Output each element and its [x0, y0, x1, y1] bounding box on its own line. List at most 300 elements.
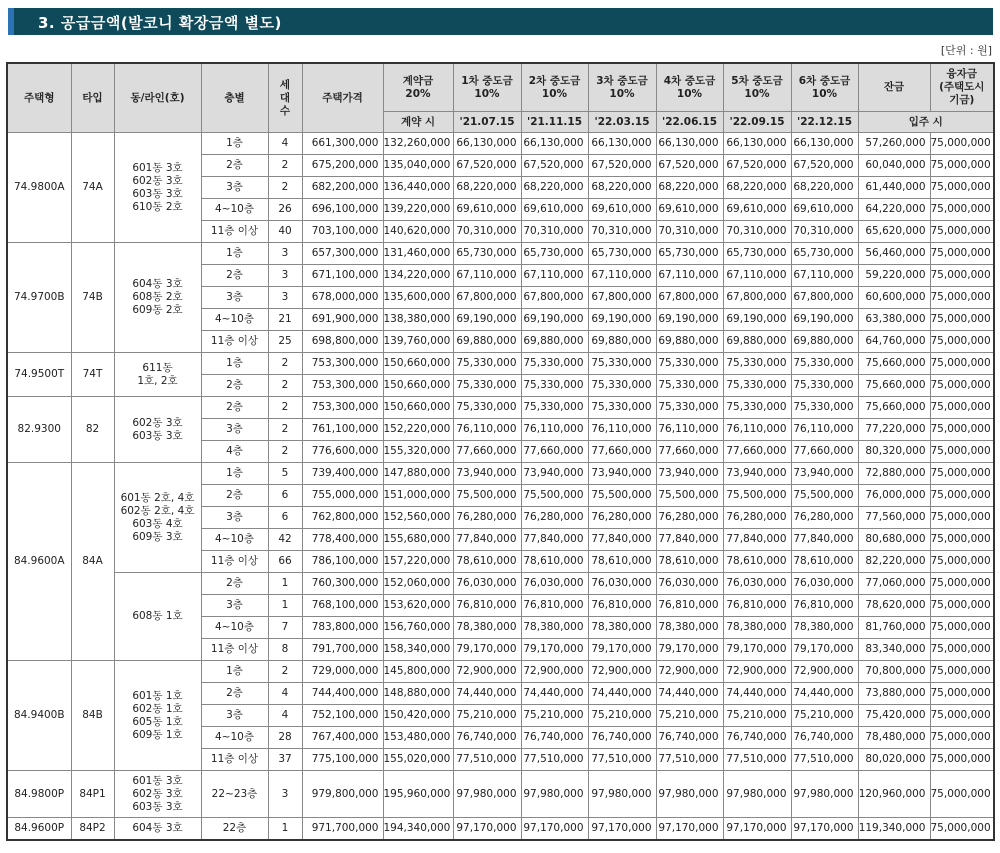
mid-payment-2-cell: 74,440,000: [521, 683, 588, 705]
contract-cell: 152,060,000: [383, 573, 453, 595]
contract-cell: 151,000,000: [383, 485, 453, 507]
mid-payment-4-cell: 67,800,000: [656, 287, 723, 309]
units-cell: 21: [268, 309, 302, 331]
balance-cell: 75,660,000: [858, 375, 930, 397]
floor-cell: 22~23층: [201, 771, 268, 818]
units-cell: 7: [268, 617, 302, 639]
loan-cell: 75,000,000: [930, 485, 994, 507]
header-mid2: 2차 중도금 10%: [521, 63, 588, 112]
floor-cell: 1층: [201, 353, 268, 375]
units-cell: 5: [268, 463, 302, 485]
unit-label: [단위 : 원]: [940, 44, 992, 57]
mid-payment-4-cell: 75,330,000: [656, 397, 723, 419]
mid-payment-4-cell: 75,210,000: [656, 705, 723, 727]
contract-cell: 153,620,000: [383, 595, 453, 617]
mid-payment-2-cell: 77,510,000: [521, 749, 588, 771]
mid-payment-4-cell: 97,980,000: [656, 771, 723, 818]
table-row: [7, 661, 994, 683]
floor-cell: 4~10층: [201, 309, 268, 331]
units-cell: 28: [268, 727, 302, 749]
balance-cell: 64,220,000: [858, 199, 930, 221]
floor-cell: 2층: [201, 375, 268, 397]
dong-line-cell: 608동 1호: [114, 573, 201, 661]
mid-payment-3-cell: 77,510,000: [588, 749, 656, 771]
mid-payment-1-cell: 78,380,000: [453, 617, 521, 639]
mid-payment-5-cell: 75,330,000: [723, 397, 791, 419]
dong-line-cell: 604동 3호: [114, 818, 201, 841]
housing-type-cell: 74.9800A: [7, 133, 71, 243]
table-row: [7, 133, 994, 155]
mid-payment-6-cell: 70,310,000: [791, 221, 858, 243]
loan-cell: 75,000,000: [930, 243, 994, 265]
floor-cell: 1층: [201, 133, 268, 155]
mid-payment-6-cell: 65,730,000: [791, 243, 858, 265]
balance-cell: 56,460,000: [858, 243, 930, 265]
balance-cell: 119,340,000: [858, 818, 930, 841]
balance-cell: 75,660,000: [858, 353, 930, 375]
units-cell: 2: [268, 661, 302, 683]
mid-payment-1-cell: 73,940,000: [453, 463, 521, 485]
balance-cell: 65,620,000: [858, 221, 930, 243]
balance-cell: 78,620,000: [858, 595, 930, 617]
floor-cell: 2층: [201, 573, 268, 595]
mid-payment-4-cell: 75,500,000: [656, 485, 723, 507]
mid-payment-5-cell: 69,610,000: [723, 199, 791, 221]
loan-cell: 75,000,000: [930, 573, 994, 595]
contract-cell: 156,760,000: [383, 617, 453, 639]
balance-cell: 64,760,000: [858, 331, 930, 353]
units-cell: 2: [268, 155, 302, 177]
mid-payment-2-cell: 69,610,000: [521, 199, 588, 221]
balance-cell: 80,680,000: [858, 529, 930, 551]
unit-type-cell: 74B: [71, 243, 114, 353]
contract-cell: 131,460,000: [383, 243, 453, 265]
housing-type-cell: 74.9500T: [7, 353, 71, 397]
loan-cell: 75,000,000: [930, 309, 994, 331]
date-contract: 계약 시: [383, 112, 453, 133]
mid-payment-2-cell: 68,220,000: [521, 177, 588, 199]
mid-payment-3-cell: 78,610,000: [588, 551, 656, 573]
header-loan: 융자금 (주택도시 기금): [930, 63, 994, 112]
floor-cell: 11층 이상: [201, 221, 268, 243]
contract-cell: 132,260,000: [383, 133, 453, 155]
dong-line-cell: 601동 2호, 4호 602동 2호, 4호 603동 4호 609동 3호: [114, 463, 201, 573]
price-cell: 775,100,000: [302, 749, 383, 771]
mid-payment-1-cell: 77,840,000: [453, 529, 521, 551]
mid-payment-1-cell: 75,330,000: [453, 397, 521, 419]
units-cell: 3: [268, 287, 302, 309]
mid-payment-4-cell: 78,380,000: [656, 617, 723, 639]
price-cell: 703,100,000: [302, 221, 383, 243]
mid-payment-6-cell: 76,030,000: [791, 573, 858, 595]
dong-line-cell: 611동 1호, 2호: [114, 353, 201, 397]
units-cell: 1: [268, 573, 302, 595]
mid-payment-1-cell: 67,800,000: [453, 287, 521, 309]
balance-cell: 61,440,000: [858, 177, 930, 199]
unit-type-cell: 84P2: [71, 818, 114, 841]
loan-cell: 75,000,000: [930, 617, 994, 639]
mid-payment-2-cell: 79,170,000: [521, 639, 588, 661]
header-contract: 계약금 20%: [383, 63, 453, 112]
date-mid5: '22.09.15: [723, 112, 791, 133]
mid-payment-3-cell: 97,170,000: [588, 818, 656, 841]
floor-cell: 4~10층: [201, 617, 268, 639]
price-cell: 760,300,000: [302, 573, 383, 595]
supply-price-table: [6, 62, 995, 841]
balance-cell: 82,220,000: [858, 551, 930, 573]
mid-payment-1-cell: 74,440,000: [453, 683, 521, 705]
mid-payment-2-cell: 72,900,000: [521, 661, 588, 683]
floor-cell: 11층 이상: [201, 551, 268, 573]
mid-payment-4-cell: 77,510,000: [656, 749, 723, 771]
mid-payment-5-cell: 72,900,000: [723, 661, 791, 683]
loan-cell: 75,000,000: [930, 661, 994, 683]
contract-cell: 147,880,000: [383, 463, 453, 485]
mid-payment-2-cell: 97,170,000: [521, 818, 588, 841]
mid-payment-1-cell: 77,660,000: [453, 441, 521, 463]
mid-payment-1-cell: 76,280,000: [453, 507, 521, 529]
mid-payment-4-cell: 76,280,000: [656, 507, 723, 529]
mid-payment-6-cell: 78,380,000: [791, 617, 858, 639]
contract-cell: 152,560,000: [383, 507, 453, 529]
mid-payment-4-cell: 67,110,000: [656, 265, 723, 287]
floor-cell: 3층: [201, 595, 268, 617]
price-cell: 753,300,000: [302, 353, 383, 375]
mid-payment-6-cell: 75,210,000: [791, 705, 858, 727]
mid-payment-1-cell: 97,170,000: [453, 818, 521, 841]
balance-cell: 75,420,000: [858, 705, 930, 727]
unit-type-cell: 82: [71, 397, 114, 463]
loan-cell: 75,000,000: [930, 441, 994, 463]
mid-payment-3-cell: 67,800,000: [588, 287, 656, 309]
units-cell: 66: [268, 551, 302, 573]
balance-cell: 80,020,000: [858, 749, 930, 771]
contract-cell: 150,660,000: [383, 375, 453, 397]
unit-type-cell: 84P1: [71, 771, 114, 818]
mid-payment-1-cell: 75,500,000: [453, 485, 521, 507]
price-cell: 761,100,000: [302, 419, 383, 441]
units-cell: 1: [268, 595, 302, 617]
mid-payment-6-cell: 74,440,000: [791, 683, 858, 705]
mid-payment-5-cell: 75,330,000: [723, 353, 791, 375]
date-mid4: '22.06.15: [656, 112, 723, 133]
price-cell: 767,400,000: [302, 727, 383, 749]
loan-cell: 75,000,000: [930, 529, 994, 551]
contract-cell: 139,220,000: [383, 199, 453, 221]
floor-cell: 11층 이상: [201, 331, 268, 353]
mid-payment-4-cell: 76,030,000: [656, 573, 723, 595]
date-mid6: '22.12.15: [791, 112, 858, 133]
balance-cell: 77,220,000: [858, 419, 930, 441]
mid-payment-6-cell: 76,280,000: [791, 507, 858, 529]
mid-payment-1-cell: 69,190,000: [453, 309, 521, 331]
price-cell: 762,800,000: [302, 507, 383, 529]
mid-payment-2-cell: 76,280,000: [521, 507, 588, 529]
balance-cell: 76,000,000: [858, 485, 930, 507]
balance-cell: 59,220,000: [858, 265, 930, 287]
mid-payment-4-cell: 69,880,000: [656, 331, 723, 353]
mid-payment-3-cell: 76,030,000: [588, 573, 656, 595]
mid-payment-5-cell: 78,380,000: [723, 617, 791, 639]
balance-cell: 60,040,000: [858, 155, 930, 177]
mid-payment-1-cell: 75,330,000: [453, 353, 521, 375]
mid-payment-2-cell: 69,880,000: [521, 331, 588, 353]
contract-cell: 150,420,000: [383, 705, 453, 727]
mid-payment-2-cell: 76,110,000: [521, 419, 588, 441]
floor-cell: 3층: [201, 705, 268, 727]
mid-payment-3-cell: 77,840,000: [588, 529, 656, 551]
header-balance: 잔금: [858, 63, 930, 112]
mid-payment-3-cell: 75,330,000: [588, 353, 656, 375]
floor-cell: 2층: [201, 155, 268, 177]
mid-payment-3-cell: 66,130,000: [588, 133, 656, 155]
mid-payment-3-cell: 67,520,000: [588, 155, 656, 177]
price-cell: 971,700,000: [302, 818, 383, 841]
mid-payment-5-cell: 75,330,000: [723, 375, 791, 397]
mid-payment-6-cell: 69,610,000: [791, 199, 858, 221]
mid-payment-4-cell: 78,610,000: [656, 551, 723, 573]
units-cell: 4: [268, 705, 302, 727]
mid-payment-5-cell: 65,730,000: [723, 243, 791, 265]
table-row: [7, 818, 994, 841]
header-mid3: 3차 중도금 10%: [588, 63, 656, 112]
units-cell: 6: [268, 485, 302, 507]
loan-cell: 75,000,000: [930, 705, 994, 727]
balance-cell: 63,380,000: [858, 309, 930, 331]
units-cell: 4: [268, 683, 302, 705]
header-floor: 층별: [201, 63, 268, 133]
mid-payment-4-cell: 70,310,000: [656, 221, 723, 243]
mid-payment-3-cell: 70,310,000: [588, 221, 656, 243]
mid-payment-2-cell: 76,740,000: [521, 727, 588, 749]
floor-cell: 4~10층: [201, 529, 268, 551]
balance-cell: 57,260,000: [858, 133, 930, 155]
mid-payment-5-cell: 74,440,000: [723, 683, 791, 705]
header-type: 주택형: [7, 63, 71, 133]
mid-payment-3-cell: 97,980,000: [588, 771, 656, 818]
mid-payment-6-cell: 75,330,000: [791, 397, 858, 419]
mid-payment-6-cell: 76,110,000: [791, 419, 858, 441]
mid-payment-3-cell: 75,210,000: [588, 705, 656, 727]
mid-payment-3-cell: 76,740,000: [588, 727, 656, 749]
mid-payment-1-cell: 68,220,000: [453, 177, 521, 199]
price-cell: 783,800,000: [302, 617, 383, 639]
mid-payment-3-cell: 78,380,000: [588, 617, 656, 639]
mid-payment-5-cell: 75,500,000: [723, 485, 791, 507]
unit-type-cell: 84B: [71, 661, 114, 771]
contract-cell: 195,960,000: [383, 771, 453, 818]
mid-payment-6-cell: 67,110,000: [791, 265, 858, 287]
mid-payment-1-cell: 67,110,000: [453, 265, 521, 287]
balance-cell: 72,880,000: [858, 463, 930, 485]
mid-payment-6-cell: 75,330,000: [791, 353, 858, 375]
mid-payment-2-cell: 97,980,000: [521, 771, 588, 818]
mid-payment-5-cell: 66,130,000: [723, 133, 791, 155]
price-cell: 768,100,000: [302, 595, 383, 617]
mid-payment-2-cell: 76,030,000: [521, 573, 588, 595]
mid-payment-3-cell: 76,110,000: [588, 419, 656, 441]
price-cell: 698,800,000: [302, 331, 383, 353]
table-body: [7, 133, 994, 841]
balance-cell: 120,960,000: [858, 771, 930, 818]
mid-payment-5-cell: 76,810,000: [723, 595, 791, 617]
mid-payment-3-cell: 76,280,000: [588, 507, 656, 529]
contract-cell: 155,320,000: [383, 441, 453, 463]
units-cell: 2: [268, 441, 302, 463]
price-cell: 729,000,000: [302, 661, 383, 683]
contract-cell: 158,340,000: [383, 639, 453, 661]
mid-payment-4-cell: 74,440,000: [656, 683, 723, 705]
units-cell: 8: [268, 639, 302, 661]
floor-cell: 2층: [201, 485, 268, 507]
dong-line-cell: 604동 3호 608동 2호 609동 2호: [114, 243, 201, 353]
mid-payment-6-cell: 78,610,000: [791, 551, 858, 573]
floor-cell: 11층 이상: [201, 639, 268, 661]
price-cell: 753,300,000: [302, 397, 383, 419]
contract-cell: 138,380,000: [383, 309, 453, 331]
mid-payment-3-cell: 67,110,000: [588, 265, 656, 287]
floor-cell: 4~10층: [201, 727, 268, 749]
floor-cell: 1층: [201, 243, 268, 265]
mid-payment-2-cell: 75,330,000: [521, 375, 588, 397]
mid-payment-1-cell: 70,310,000: [453, 221, 521, 243]
mid-payment-6-cell: 66,130,000: [791, 133, 858, 155]
table-row: [7, 771, 994, 818]
floor-cell: 1층: [201, 661, 268, 683]
header-mid6: 6차 중도금 10%: [791, 63, 858, 112]
units-cell: 40: [268, 221, 302, 243]
unit-type-cell: 74T: [71, 353, 114, 397]
mid-payment-5-cell: 78,610,000: [723, 551, 791, 573]
contract-cell: 136,440,000: [383, 177, 453, 199]
mid-payment-5-cell: 76,740,000: [723, 727, 791, 749]
mid-payment-2-cell: 66,130,000: [521, 133, 588, 155]
floor-cell: 22층: [201, 818, 268, 841]
loan-cell: 75,000,000: [930, 683, 994, 705]
contract-cell: 135,040,000: [383, 155, 453, 177]
floor-cell: 3층: [201, 507, 268, 529]
units-cell: 2: [268, 177, 302, 199]
mid-payment-6-cell: 68,220,000: [791, 177, 858, 199]
price-cell: 753,300,000: [302, 375, 383, 397]
mid-payment-5-cell: 67,520,000: [723, 155, 791, 177]
housing-type-cell: 84.9800P: [7, 771, 71, 818]
contract-cell: 140,620,000: [383, 221, 453, 243]
table-header: [7, 63, 994, 133]
mid-payment-6-cell: 72,900,000: [791, 661, 858, 683]
loan-cell: 75,000,000: [930, 199, 994, 221]
floor-cell: 1층: [201, 463, 268, 485]
mid-payment-6-cell: 69,880,000: [791, 331, 858, 353]
header-dong: 동/라인(호): [114, 63, 201, 133]
loan-cell: 75,000,000: [930, 639, 994, 661]
balance-cell: 81,760,000: [858, 617, 930, 639]
mid-payment-2-cell: 65,730,000: [521, 243, 588, 265]
mid-payment-6-cell: 67,520,000: [791, 155, 858, 177]
loan-cell: 75,000,000: [930, 771, 994, 818]
balance-cell: 80,320,000: [858, 441, 930, 463]
housing-type-cell: 84.9600A: [7, 463, 71, 661]
header-units: 세 대 수: [268, 63, 302, 133]
mid-payment-4-cell: 75,330,000: [656, 353, 723, 375]
mid-payment-2-cell: 73,940,000: [521, 463, 588, 485]
mid-payment-5-cell: 97,980,000: [723, 771, 791, 818]
floor-cell: 4층: [201, 441, 268, 463]
mid-payment-6-cell: 75,330,000: [791, 375, 858, 397]
contract-cell: 148,880,000: [383, 683, 453, 705]
floor-cell: 3층: [201, 177, 268, 199]
loan-cell: 75,000,000: [930, 375, 994, 397]
dong-line-cell: 602동 3호 603동 3호: [114, 397, 201, 463]
mid-payment-6-cell: 79,170,000: [791, 639, 858, 661]
balance-cell: 77,060,000: [858, 573, 930, 595]
mid-payment-1-cell: 76,110,000: [453, 419, 521, 441]
mid-payment-6-cell: 75,500,000: [791, 485, 858, 507]
mid-payment-2-cell: 69,190,000: [521, 309, 588, 331]
price-cell: 675,200,000: [302, 155, 383, 177]
price-cell: 671,100,000: [302, 265, 383, 287]
loan-cell: 75,000,000: [930, 155, 994, 177]
dong-line-cell: 601동 1호 602동 1호 605동 1호 609동 1호: [114, 661, 201, 771]
loan-cell: 75,000,000: [930, 265, 994, 287]
mid-payment-5-cell: 67,110,000: [723, 265, 791, 287]
floor-cell: 2층: [201, 265, 268, 287]
floor-cell: 2층: [201, 683, 268, 705]
mid-payment-2-cell: 75,330,000: [521, 353, 588, 375]
mid-payment-1-cell: 66,130,000: [453, 133, 521, 155]
table-row: [7, 573, 994, 595]
mid-payment-6-cell: 67,800,000: [791, 287, 858, 309]
mid-payment-5-cell: 79,170,000: [723, 639, 791, 661]
mid-payment-3-cell: 65,730,000: [588, 243, 656, 265]
section-title: 3. 공급금액(발코니 확장금액 별도): [38, 14, 282, 32]
mid-payment-3-cell: 74,440,000: [588, 683, 656, 705]
price-cell: 778,400,000: [302, 529, 383, 551]
loan-cell: 75,000,000: [930, 818, 994, 841]
contract-cell: 150,660,000: [383, 353, 453, 375]
units-cell: 2: [268, 353, 302, 375]
mid-payment-2-cell: 70,310,000: [521, 221, 588, 243]
mid-payment-2-cell: 67,800,000: [521, 287, 588, 309]
mid-payment-2-cell: 75,500,000: [521, 485, 588, 507]
loan-cell: 75,000,000: [930, 463, 994, 485]
dong-line-cell: 601동 3호 602동 3호 603동 3호 610동 2호: [114, 133, 201, 243]
mid-payment-3-cell: 69,880,000: [588, 331, 656, 353]
mid-payment-6-cell: 77,510,000: [791, 749, 858, 771]
units-cell: 25: [268, 331, 302, 353]
mid-payment-4-cell: 76,740,000: [656, 727, 723, 749]
loan-cell: 75,000,000: [930, 727, 994, 749]
price-cell: 744,400,000: [302, 683, 383, 705]
mid-payment-4-cell: 66,130,000: [656, 133, 723, 155]
mid-payment-4-cell: 69,610,000: [656, 199, 723, 221]
mid-payment-1-cell: 75,210,000: [453, 705, 521, 727]
mid-payment-4-cell: 69,190,000: [656, 309, 723, 331]
mid-payment-4-cell: 79,170,000: [656, 639, 723, 661]
floor-cell: 3층: [201, 419, 268, 441]
units-cell: 42: [268, 529, 302, 551]
mid-payment-5-cell: 68,220,000: [723, 177, 791, 199]
contract-cell: 155,680,000: [383, 529, 453, 551]
units-cell: 26: [268, 199, 302, 221]
mid-payment-4-cell: 76,110,000: [656, 419, 723, 441]
mid-payment-6-cell: 97,170,000: [791, 818, 858, 841]
units-cell: 6: [268, 507, 302, 529]
date-mid3: '22.03.15: [588, 112, 656, 133]
header-mid1: 1차 중도금 10%: [453, 63, 521, 112]
mid-payment-5-cell: 76,030,000: [723, 573, 791, 595]
loan-cell: 75,000,000: [930, 507, 994, 529]
